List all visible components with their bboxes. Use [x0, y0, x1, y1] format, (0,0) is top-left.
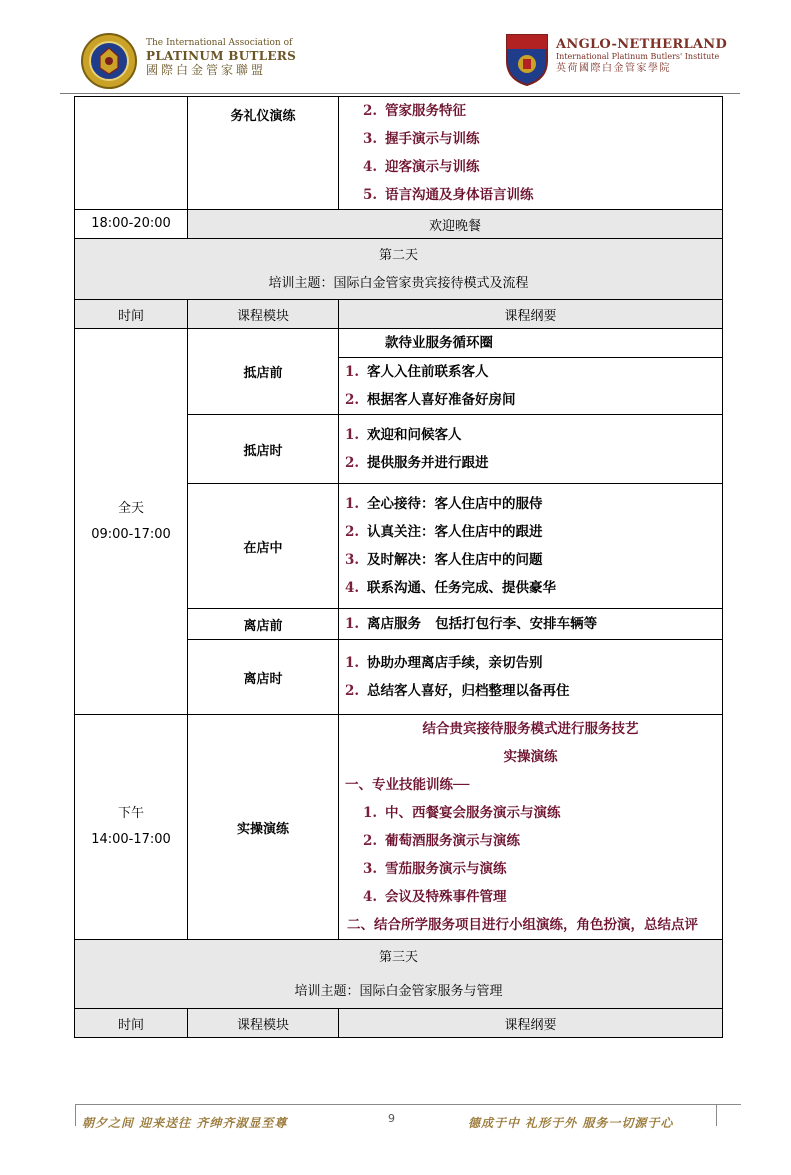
outline-cell — [339, 484, 723, 609]
list-item: 4. 迎客演示与训练 — [363, 159, 480, 175]
footer-divider — [75, 1104, 741, 1105]
table-row — [75, 715, 723, 940]
dinner-label: 欢迎晚餐 — [188, 210, 723, 239]
outline-cell — [339, 609, 723, 640]
outline-cell — [339, 329, 723, 415]
list-item: 2. 提供服务并进行跟进 — [345, 455, 489, 471]
day2-theme: 培训主题：国际白金管家贵宾接待模式及流程 — [268, 276, 529, 291]
table-row — [75, 300, 723, 329]
col-header-module: 课程模块 — [188, 300, 339, 329]
afternoon-cell — [75, 715, 188, 940]
module-list — [339, 490, 722, 602]
footer-motto-right: 德成于中 礼形于外 服务一切源于心 — [468, 1116, 674, 1130]
col-header-time: 时间 — [75, 300, 188, 329]
practice-section-1: 一、专业技能训练── — [345, 777, 470, 793]
list-item: 2. 认真关注：客人住店中的跟进 — [345, 524, 543, 540]
list-item: 1. 离店服务 包括打包行李、安排车辆等 — [345, 616, 598, 632]
list-item: 2. 管家服务特征 — [363, 103, 466, 119]
list-item: 1. 中、西餐宴会服务演示与演练 — [363, 805, 561, 821]
list-item: 3. 雪茄服务演示与演练 — [363, 861, 507, 877]
list-item: 5. 语言沟通及身体语言训练 — [363, 187, 534, 203]
module-cell: 抵店时 — [188, 415, 339, 484]
list-item: 2. 总结客人喜好，归档整理以备再住 — [345, 683, 570, 699]
list-item: 1. 欢迎和问候客人 — [345, 427, 462, 443]
table-row — [75, 940, 723, 1009]
module-list — [339, 649, 722, 705]
table-row — [75, 1009, 723, 1038]
service-cycle-title: 款待业服务循环圈 — [385, 335, 493, 351]
list-item: 1. 全心接待：客人住店中的服侍 — [345, 496, 543, 512]
allday-cell — [75, 329, 188, 715]
table-row — [75, 329, 723, 415]
footer-motto-left: 朝夕之间 迎来送往 齐绅齐淑显至尊 — [82, 1116, 288, 1130]
outline-cell — [339, 415, 723, 484]
list-item: 4. 联系沟通、任务完成、提供豪华 — [345, 580, 556, 596]
schedule-table — [74, 96, 723, 1038]
module-list — [339, 358, 722, 414]
module-cell: 离店时 — [188, 640, 339, 715]
table-row — [75, 239, 723, 300]
col-header-outline: 课程纲要 — [339, 300, 723, 329]
module-cell: 在店中 — [188, 484, 339, 609]
footer-divider-tick — [75, 1104, 76, 1126]
outline-cell — [339, 715, 723, 940]
allday-label: 全天 — [117, 500, 144, 516]
day3-label: 第三天 — [378, 950, 418, 965]
module-cell: 务礼仪演练 — [188, 97, 339, 210]
right-logo-text — [556, 37, 727, 75]
afternoon-time: 14:00-17:00 — [91, 832, 171, 847]
module-list — [339, 610, 722, 638]
module-cell: 离店前 — [188, 609, 339, 640]
header-divider — [60, 93, 740, 94]
module-cell: 抵店前 — [188, 329, 339, 415]
list-item: 2. 葡萄酒服务演示与演练 — [363, 833, 520, 849]
col-header-module: 课程模块 — [188, 1009, 339, 1038]
day2-header — [75, 239, 723, 300]
left-logo-text — [146, 38, 296, 78]
list-item: 4. 会议及特殊事件管理 — [363, 889, 507, 905]
practice-title-2: 实操演练 — [503, 749, 558, 765]
day2-label: 第二天 — [378, 248, 418, 263]
day3-header — [75, 940, 723, 1009]
page-header — [0, 0, 791, 96]
continuation-list — [339, 97, 722, 209]
dinner-time: 18:00-20:00 — [75, 210, 188, 239]
platinum-butlers-emblem-icon — [80, 32, 138, 90]
right-logo-line2: International Platinum Butlers' Institute — [556, 52, 720, 61]
list-item: 1. 协助办理离店手续，亲切告别 — [345, 655, 543, 671]
left-logo-line3: 國際白金管家聯盟 — [146, 63, 267, 77]
table-row — [75, 210, 723, 239]
left-logo-line1: The International Association of — [146, 38, 293, 48]
right-logo-line3: 英荷國際白金管家學院 — [556, 63, 671, 74]
table-row — [75, 97, 723, 210]
anglo-netherland-shield-icon — [503, 31, 551, 87]
list-item: 3. 及时解决：客人住店中的问题 — [345, 552, 543, 568]
right-logo-line1: ANGLO-NETHERLAND — [556, 37, 728, 52]
list-item: 1. 客人入住前联系客人 — [345, 364, 489, 380]
list-item: 3. 握手演示与训练 — [363, 131, 480, 147]
practice-section-2: 二、结合所学服务项目进行小组演练，角色扮演，总结点评 — [347, 917, 698, 933]
outline-cell — [339, 97, 723, 210]
afternoon-label: 下午 — [117, 806, 144, 821]
list-item: 2. 根据客人喜好准备好房间 — [345, 392, 516, 408]
outline-cell — [339, 640, 723, 715]
footer-divider-tick — [716, 1104, 717, 1126]
module-cell: 实操演练 — [188, 715, 339, 940]
module-list — [339, 421, 722, 477]
allday-time: 09:00-17:00 — [91, 526, 171, 542]
practice-title-1: 结合贵宾接待服务模式进行服务技艺 — [422, 721, 639, 737]
page-number: 9 — [388, 1112, 395, 1125]
empty-time-cell — [75, 97, 188, 210]
practice-list — [339, 799, 722, 911]
col-header-outline: 课程纲要 — [339, 1009, 723, 1038]
col-header-time: 时间 — [75, 1009, 188, 1038]
day3-theme: 培训主题：国际白金管家服务与管理 — [294, 984, 503, 999]
left-logo-line2: PLATINUM BUTLERS — [146, 49, 297, 63]
